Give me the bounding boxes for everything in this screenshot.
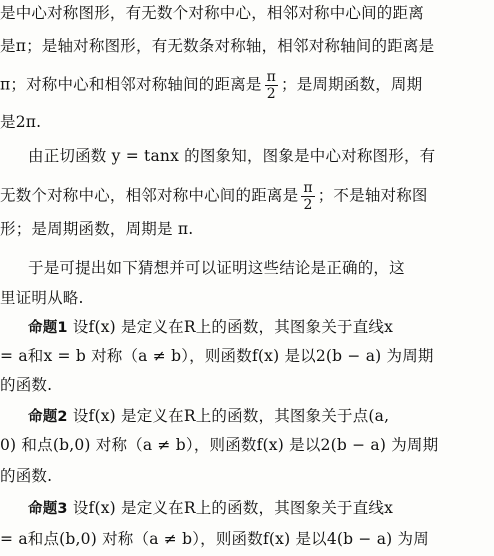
text-line-7: 形；是周期函数，周期是 π. (0, 220, 194, 238)
proposition-2-line-1 (0, 405, 494, 428)
fraction-numerator: π (266, 70, 276, 85)
proposition-3-line-1 (0, 497, 494, 520)
text-line-4: 是2π. (0, 113, 42, 131)
proposition-3-label: 命题3 (28, 501, 68, 517)
text-line-6-start: 无数个对称中心，相邻对称中心间的距离是 (0, 186, 299, 205)
fraction-denominator: 2 (266, 86, 276, 101)
text-line-9: 里证明从略. (0, 289, 84, 307)
text-line-8: 于是可提出如下猜想并可以证明这些结论是正确的，这 (28, 259, 405, 277)
text-line-3-start: π；对称中心和相邻对称轴间的距离是 (0, 75, 262, 94)
proposition-1-line-2: = a和x = b 对称（a ≠ b），则函数f(x) 是以2(b − a) 为周期 (0, 347, 434, 365)
proposition-3-line-2: = a和点(b,0) 对称（a ≠ b），则函数f(x) 是以4(b − a) 为周 (0, 530, 429, 548)
proposition-2-line-3: 的函数. (0, 467, 53, 485)
fraction-numerator: π (303, 181, 313, 196)
fraction-pi-over-2-b (301, 181, 314, 212)
text-line-5: 由正切函数 y = tanx 的图象知，图象是中心对称图形，有 (28, 147, 436, 165)
fraction-denominator: 2 (303, 197, 313, 212)
proposition-1-label: 命题1 (28, 320, 68, 336)
text-line-3 (0, 70, 494, 101)
fraction-pi-over-2 (265, 70, 278, 101)
text-line-6 (0, 181, 494, 212)
proposition-2-line-2: 0) 和点(b,0) 对称（a ≠ b），则函数f(x) 是以2(b − a) 为周期 (0, 436, 439, 454)
text-line-1: 是中心对称图形，有无数个对称中心，相邻对称中心间的距离 (0, 4, 424, 22)
text-line-6-end: ；不是轴对称图 (317, 186, 428, 205)
proposition-1-text: 设f(x) 是定义在R上的函数，其图象关于直线x (72, 318, 394, 336)
proposition-3-text: 设f(x) 是定义在R上的函数，其图象关于直线x (72, 499, 394, 517)
text-line-3-end: ；是周期函数，周期 (281, 75, 423, 94)
proposition-1-line-3: 的函数. (0, 376, 53, 394)
proposition-1-line-1 (0, 316, 494, 339)
text-line-2: 是π；是轴对称图形，有无数条对称轴，相邻对称轴间的距离是 (0, 37, 435, 55)
proposition-2-label: 命题2 (28, 409, 68, 425)
proposition-2-text: 设f(x) 是定义在R上的函数，其图象关于点(a, (72, 407, 390, 425)
